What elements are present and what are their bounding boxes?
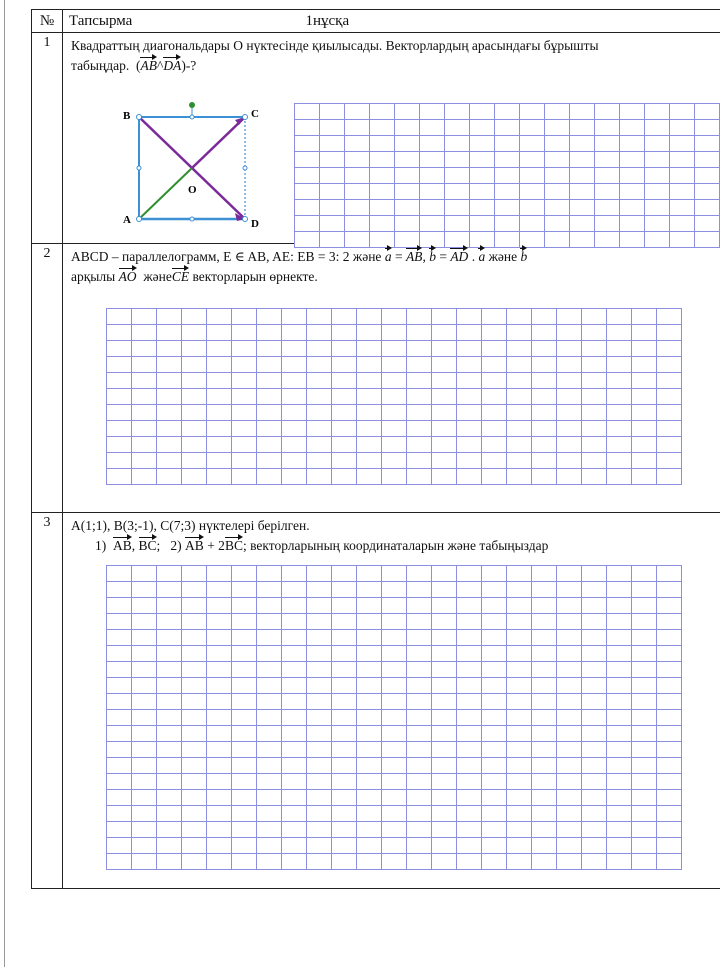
vector-bc-4: BC [225,536,243,556]
task-num-1: 1 [32,33,63,244]
header-row [32,10,720,33]
task-cell-2 [63,244,720,513]
vector-ab-2: AB [406,247,423,267]
handle-dot [189,102,195,108]
vertex-d [243,217,248,222]
task-2-text [63,244,720,287]
task-2-and-2: және [143,269,172,284]
task-3-line1: A(1;1), B(3;-1), C(7;3) нүктелері берілген. [71,518,310,533]
answer-grid-3 [106,565,682,870]
task-cell-3 [63,513,720,889]
task-2-via: арқылы [71,269,116,284]
vector-b: b [429,247,436,267]
task-2-line1: ABCD – параллелограмм, E ∈ AB, AE: EB = 3: 2 және [71,249,382,264]
plus-two: + 2 [207,538,225,553]
vector-ab-4: AB [185,536,204,556]
label-a: A [123,214,131,226]
mid-bc [190,115,194,119]
item-1-label: 1) [95,538,107,553]
page-edge [4,0,5,967]
equals-1: = [394,249,403,264]
task-num-2: 2 [32,244,63,513]
vertex-c [243,115,248,120]
vector-a-2: a [478,247,485,267]
vector-da: DA [163,56,181,76]
task-2-and: және [488,249,518,264]
task-1-text [63,33,720,76]
task-1-suffix: -? [185,58,197,73]
square-figure [111,95,271,235]
vector-ao: AO [119,267,137,287]
mid-ab [137,166,141,170]
header-task [63,10,720,33]
label-b: B [123,110,131,122]
vertex-b [137,115,142,120]
dot-1: . [471,249,476,264]
task-1-angle-expr: (AB^DA)-? [133,58,197,73]
task-3-text [63,513,720,556]
semicolon-3: ; [156,538,161,553]
vector-ce: CE [172,267,189,287]
comma-3: , [131,538,136,553]
label-c: C [251,108,259,120]
vector-bc-3: BC [139,536,157,556]
label-d: D [251,218,259,230]
task-cell-1 [63,33,720,244]
vector-ab-3: AB [113,536,132,556]
vector-a: a [385,247,392,267]
header-task-label: Тапсырма [69,13,133,29]
task-3-tail: ; векторларының координаталарын және табыңыздар [242,538,549,553]
mid-ad [190,217,194,221]
comma-1: , [422,249,426,264]
task-num-3: 3 [32,513,63,889]
task-2-tail: векторларын өрнекте. [192,269,318,284]
task-1-line1: Квадраттың диагональдары О нүктесінде қиылысады. Векторлардың арасындағы бұрышты [71,38,599,53]
vector-b-2: b [520,247,527,267]
diagonal-oc [192,117,245,168]
header-variant-label: 1нұсқа [305,13,350,29]
equals-2: = [439,249,447,264]
task-row-1 [32,33,720,244]
mid-cd [243,166,247,170]
diagonal-ao [139,168,192,219]
header-num: № [32,10,63,33]
vector-ad: AD [450,247,468,267]
vector-ab: AB [140,56,157,76]
caret: ^ [156,58,164,73]
answer-grid-2 [106,308,682,485]
worksheet-table [31,9,720,889]
label-o: O [188,184,197,196]
task-3-items [71,538,548,553]
task-row-2 [32,244,720,513]
task-row-3 [32,513,720,889]
answer-grid-1 [294,103,720,248]
vertex-a [137,217,142,222]
item-2-label: 2) [170,538,182,553]
task-1-line2-prefix: табыңдар. [71,58,130,73]
